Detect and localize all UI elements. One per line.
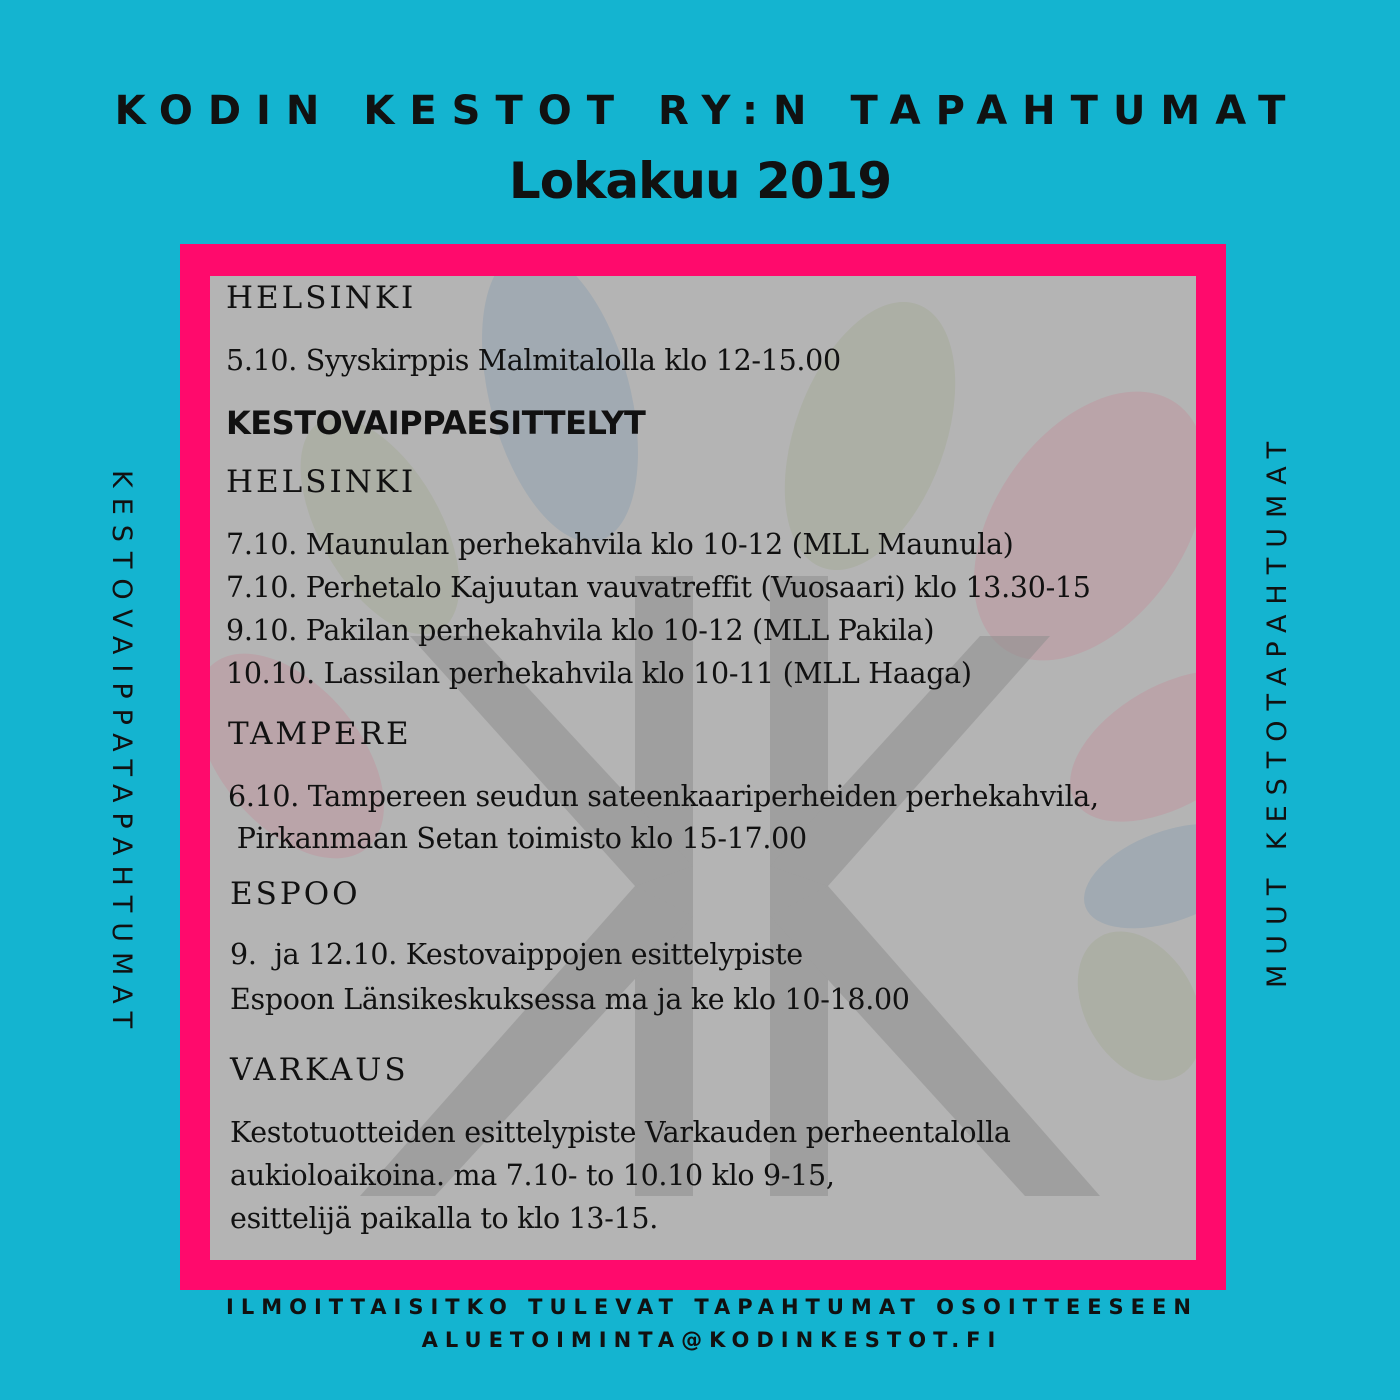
helsinki-heading-1: HELSINKI [226, 280, 417, 316]
pink-frame [180, 244, 1226, 1290]
side-label-right: MUUT KESTOTAPAHTUMAT [1262, 431, 1293, 988]
helsinki-event-5: 10.10. Lassilan perhekahvila klo 10-11 (MLL Haaga) [226, 657, 972, 690]
espoo-line-1: 9. ja 12.10. Kestovaippojen esittelypiste [230, 938, 803, 971]
varkaus-line-3: esittelijä paikalla to klo 13-15. [230, 1202, 658, 1235]
side-label-left: KESTOVAIPPATAPAHTUMAT [106, 470, 137, 1039]
helsinki-heading-2: HELSINKI [226, 464, 417, 500]
page-subtitle: Lokakuu 2019 [508, 152, 892, 210]
footer-email: ALUETOIMINTA@KODINKESTOT.FI [421, 1328, 1003, 1352]
content-panel [210, 276, 1196, 1260]
tampere-heading: TAMPERE [228, 716, 412, 752]
varkaus-line-1: Kestotuotteiden esittelypiste Varkauden perheentalolla [230, 1116, 1011, 1149]
tampere-line-2: Pirkanmaan Setan toimisto klo 15-17.00 [228, 822, 807, 855]
events-content [210, 276, 1196, 1260]
espoo-heading: ESPOO [230, 876, 361, 912]
varkaus-heading: VARKAUS [230, 1052, 409, 1088]
espoo-line-2: Espoon Länsikeskuksessa ma ja ke klo 10-18.00 [230, 983, 910, 1016]
footer-line-1: ILMOITTAISITKO TULEVAT TAPAHTUMAT OSOITTEESEEN [226, 1295, 1198, 1319]
kestovaippa-heading: KESTOVAIPPAESITTELYT [226, 404, 646, 442]
page-title: KODIN KESTOT RY:N TAPAHTUMAT [114, 88, 1301, 134]
varkaus-line-2: aukioloaikoina. ma 7.10- to 10.10 klo 9-15, [230, 1159, 835, 1192]
tampere-line-1: 6.10. Tampereen seudun sateenkaariperheiden perhekahvila, [228, 780, 1099, 813]
helsinki-event-3: 7.10. Perhetalo Kajuutan vauvatreffit (Vuosaari) klo 13.30-15 [226, 571, 1091, 604]
helsinki-event-2: 7.10. Maunulan perhekahvila klo 10-12 (MLL Maunula) [226, 528, 1014, 561]
helsinki-event-1: 5.10. Syyskirppis Malmitalolla klo 12-15.00 [226, 344, 841, 377]
helsinki-event-4: 9.10. Pakilan perhekahvila klo 10-12 (MLL Pakila) [226, 614, 935, 647]
